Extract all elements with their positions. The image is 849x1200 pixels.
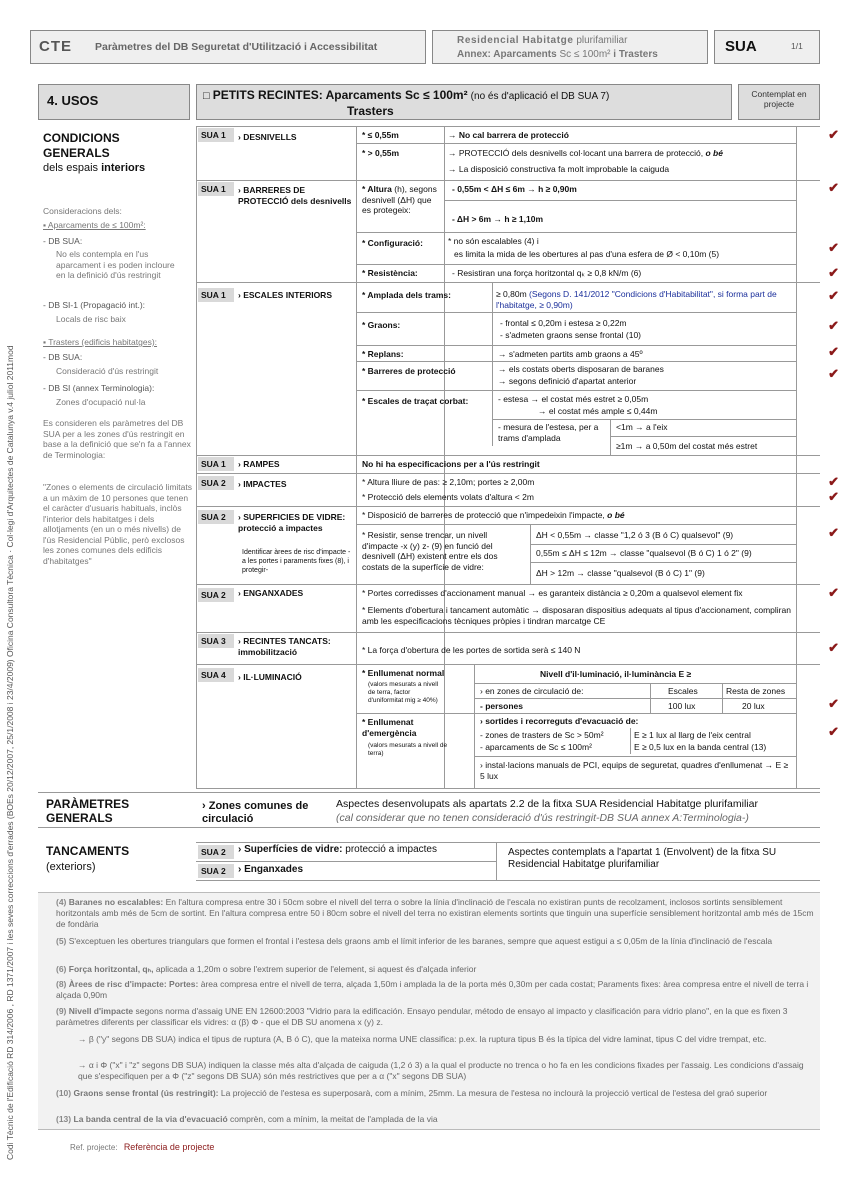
sidebar-legal-text: Codi Tècnic de l'Edificació RD 314/2006 , RD 1371/2007 i les seves correccions d'errades (BOEs 20/12/2007, 25/1/2008 i 23/4/2009) Oficina Consultora Tècnica · Col·legi d'Arquitectes de Catalunya v.4 juliol 2011mod <box>5 345 15 1160</box>
emergencia-note: (valors mesurats a nivell de terra) <box>368 742 448 757</box>
check-icon[interactable]: ✔ <box>828 489 839 504</box>
check-icon[interactable]: ✔ <box>828 240 839 255</box>
barreres-label: * Barreres de protecció <box>362 366 456 376</box>
usos-title-a: PETITS RECINTES: Aparcaments Sc ≤ 100m² <box>212 88 468 102</box>
header-title: Paràmetres del DB Seguretat d'Utilització i Accessibilitat <box>95 41 378 53</box>
replans-text: → s'admeten partits amb graons a 45º <box>498 349 643 359</box>
header-middle <box>432 30 708 64</box>
subtitle2-c: i Trasters <box>613 49 658 60</box>
check-icon[interactable]: ✔ <box>828 318 839 333</box>
graons-2: - s'admeten graons sense frontal (10) <box>500 330 642 340</box>
sua-badge: SUA 4 <box>198 668 234 682</box>
config-2: es limita la mida de les obertures al pas d'una esfera de Ø < 0,10m (5) <box>454 249 720 259</box>
check-icon[interactable]: ✔ <box>828 724 839 739</box>
replans-label: * Replans: <box>362 349 404 359</box>
vidre-v2: 0,55m ≤ ΔH ≤ 12m → classe "qualsevol (B ó C) 1 ó 2" (9) <box>536 548 752 558</box>
sua-badge: SUA 2 <box>198 476 234 490</box>
altura-label: * Altura (h), segons desnivell (ΔH) que es protegeix: <box>362 184 437 215</box>
e-1lux: E ≥ 1 lux al llarg de l'eix central <box>634 730 751 740</box>
usos-title-box <box>196 84 732 120</box>
header-code: SUA <box>725 38 757 55</box>
aparcaments-sc: - aparcaments de Sc ≤ 100m² <box>480 742 592 752</box>
cte-label: CTE <box>39 38 72 55</box>
check-icon[interactable]: ✔ <box>828 180 839 195</box>
zones-comunes: › Zones comunes de circulació <box>202 800 309 825</box>
row-title-recintes: › RECINTES TANCATS: immobilització <box>238 636 331 657</box>
graons-1: - frontal ≤ 0,20m i estesa ≥ 0,22m <box>500 318 627 328</box>
usos-heading-box <box>38 84 190 120</box>
trasters-label: ▪ Trasters (edificis habitatges): <box>43 337 158 347</box>
subtitle2-a: Annex: Aparcaments <box>457 49 557 60</box>
quote-text: "Zones o elements de circulació limitats a un màxim de 10 persones que tenen el caràcter d'usuaris habituals, inclòs l'interior dels habitatges i dels allotjaments (en un o més nivells) de l'ús Residencial Públic, però exclosos les zones comunes dels edificis d'habitatges" <box>43 482 192 566</box>
tancaments-heading: TANCAMENTS <box>46 844 130 858</box>
desnivell-res-1: → No cal barrera de protecció <box>448 130 569 140</box>
row-title-illuminacio: › IL·LUMINACIÓ <box>238 672 302 682</box>
sua-badge: SUA 2 <box>198 588 234 602</box>
parametres-text1: Aspectes desenvolupats als apartats 2.2 de la fitxa SUA Residencial Habitatge plurifamiliar <box>336 798 758 810</box>
tancaments-text: Aspectes contemplats a l'apartat 1 (Envolvent) de la fitxa SU Residencial Habitatge plurifamiliar <box>508 847 777 870</box>
corbat-4: <1m → a l'eix <box>616 422 668 432</box>
check-icon[interactable]: ✔ <box>828 265 839 280</box>
contemplat-box <box>738 84 820 120</box>
corbat-label: * Escales de traçat corbat: <box>362 396 469 406</box>
sub-b: interiors <box>101 162 146 174</box>
e-05lux: E ≥ 0,5 lux en la banda central (13) <box>634 742 767 752</box>
row-title-enganxades: › ENGANXADES <box>238 588 304 598</box>
vidre-1: * Disposició de barreres de protecció que n'impedeixin l'impacte, o bé <box>362 510 625 520</box>
dbsua-label: - DB SUA: <box>43 236 83 246</box>
dbsi-text: Locals de risc baix <box>56 314 126 324</box>
note-5: (5) S'exceptuen les obertures triangulars que formen el frontal i l'estesa dels graons amb el límit inferior de les baranes, sempre que aquest estigui a ≤ 0,05m de la línia d'inclinació de l'escala <box>56 936 773 946</box>
enganxades-1: * Portes corredisses d'accionament manual → es garanteix distància ≥ 0,20m a qualsevol element fix <box>362 588 743 598</box>
usos-checkbox[interactable]: □ <box>203 90 210 102</box>
aparcaments-label: ▪ Aparcaments de ≤ 100m²: <box>43 220 146 230</box>
amplada-text: ≥ 0,80m (Segons D. 141/2012 "Condicions d'Habitabilitat", si forma part de l'habitatge, ≥ 0,90m) <box>496 289 777 310</box>
escales-label: Escales <box>668 686 698 696</box>
check-icon[interactable]: ✔ <box>828 288 839 303</box>
note-10: (10) Graons sense frontal (ús restringit): La projecció de l'estesa es superposarà, com a mínim, 25mm. La mesura de l'estesa no inclourà la projecció vertical de l'estesa del graó superior <box>56 1088 768 1098</box>
dbsi-label: - DB SI-1 (Propagació int.): <box>43 300 146 310</box>
parametres-heading: PARÀMETRES GENERALS <box>46 797 130 825</box>
subtitle2-b: Sc ≤ 100m² <box>559 49 611 60</box>
dbsua2-label: - DB SUA: <box>43 352 83 362</box>
consider-text: Es consideren els paràmetres del DB SUA per a les zones d'ús restringit en base a la definició que se'n fa a l'annex de Terminologia: <box>43 418 191 460</box>
enllumenat-label: * Enllumenat normal <box>362 668 445 678</box>
check-icon[interactable]: ✔ <box>828 525 839 540</box>
subtitle1-a: Residencial Habitatge <box>457 35 574 46</box>
row-title-escales: › ESCALES INTERIORS <box>238 290 332 300</box>
note-4: (4) Baranes no escalables: En l'altura compresa entre 30 i 50cm sobre el nivell del terra o sobre la línia d'inclinació de l'escala no existiran punts de recolzament, inclosos sortints sensiblement horitzontals amb més de 5cm de sortint. En l'altura compresa entre 50 i 80cm sobre el nivell del terra no existiran elements sortints que tinguin una superfície sensiblement horitzontal amb més de 15cm de fondària <box>56 897 814 929</box>
consideracions: Consideracions dels: <box>43 206 122 216</box>
check-icon[interactable]: ✔ <box>828 585 839 600</box>
condicions-sub <box>43 162 145 174</box>
sortides-label: › sortides i recorreguts d'evacuació de: <box>480 716 639 726</box>
sub-a: dels espais <box>43 162 99 174</box>
enllumenat-note: (valors mesurats a nivell de terra, factor d'uniformitat mig ≥ 40%) <box>368 681 439 704</box>
parametres-text2: (cal considerar que no tenen consideració d'ús restringit-DB SUA annex A:Terminologia-) <box>336 812 749 824</box>
condicions-heading: CONDICIONS GENERALS <box>43 131 120 160</box>
check-icon[interactable]: ✔ <box>828 474 839 489</box>
resist-text: - Resistiran una força horitzontal qₖ ≥ 0,8 kN/m (6) <box>452 268 642 278</box>
row-title-rampes: › RAMPES <box>238 459 280 469</box>
impactes-1: * Altura lliure de pas: ≥ 2,10m; portes ≥ 2,00m <box>362 477 535 487</box>
resta-label: Resta de zones <box>726 686 786 696</box>
corbat-5: ≥1m → a 0,50m del costat més estret <box>616 441 758 451</box>
sua-badge: SUA 2 <box>198 510 234 524</box>
pci-text: › instal·lacions manuals de PCI, equips de seguretat, quadres d'enllumenat → E ≥ 5 lux <box>480 760 789 781</box>
vidre-v1: ΔH < 0,55m → classe "1,2 ó 3 (B ó C) qualsevol" (9) <box>536 530 734 540</box>
header-right <box>714 30 820 64</box>
check-icon[interactable]: ✔ <box>828 696 839 711</box>
resist-label: * Resistència: <box>362 268 418 278</box>
note-8: (8) Àrees de risc d'impacte: Portes: àrea compresa entre el nivell de terra, alçada 1,50m i amplada la de la porta més 0,30m per cada costat; Paraments fixes: àrea compresa entre el nivell de terra i alçada 0,90m <box>56 979 809 1000</box>
rampes-text: No hi ha especificacions per a l'ús restringit <box>362 459 540 469</box>
zones-circulacio: › en zones de circulació de: <box>480 686 584 696</box>
note-9: (9) Nivell d'impacte segons norma d'assaig UNE EN 12600:2003 "Vidrio para la edificación. Ensayo pendular, método de ensayo al impacto y clasificación para vidrio plano", en la que es fixen 3 paràmetres diferents per classificar els vidres: α (β) Φ - que el DB SU anomena x (y) z. <box>56 1006 788 1027</box>
persones-label: - persones <box>480 701 523 711</box>
row-title-impactes: › IMPACTES <box>238 479 287 489</box>
vidre-v3: ΔH > 12m → classe "qualsevol (B ó C) 1" (9) <box>536 568 705 578</box>
corbat-2: → el costat més ample ≤ 0,44m <box>538 406 658 416</box>
contemplat-label: Contemplat en projecte <box>751 89 807 109</box>
config-1: * no són escalables (4) i <box>448 236 539 246</box>
enganxades-2: * Elements d'obertura i tancament automàtic → disposaran dispositius adequats al tipus d'accionament, compliran amb les especificacions tècniques pròpies i tindran marcatge CE <box>362 605 791 626</box>
vidre-2: * Resistir, sense trencar, un nivell d'impacte -x (y) z- (9) en funció del desnivell (ΔH) existent entre els dos costats de la superfície de vidre: <box>362 530 498 572</box>
barreres-2: → segons definició d'apartat anterior <box>498 376 637 386</box>
graons-label: * Graons: <box>362 320 401 330</box>
usos-heading: 4. USOS <box>47 93 99 108</box>
subtitle1-b: plurifamiliar <box>576 35 628 46</box>
vidre-note: Identificar àrees de risc d'impacte - a les portes i paraments fixes (8), i protegir- <box>242 549 351 574</box>
tancaments-sub: (exteriors) <box>46 861 96 873</box>
check-icon[interactable]: ✔ <box>828 127 839 142</box>
note-9-beta: → β ("y" segons DB SUA) indica el tipus de ruptura (A, B ó C), que la mateixa norma UNE classifica: p.ex. la ruptura tipus B és la típica del vidre laminat, tipus C del vidre trempat, etc. <box>78 1034 767 1044</box>
sua-badge: SUA 3 <box>198 634 234 648</box>
desnivell-res-3: → La disposició constructiva fa molt improbable la caiguda <box>448 164 670 174</box>
page-number: 1/1 <box>791 41 803 51</box>
desnivell-res-2: → PROTECCIÓ dels desnivells col·locant una barrera de protecció, o bé <box>448 148 723 158</box>
usos-title-b: (no és d'aplicació el DB SUA 7) <box>470 91 610 102</box>
tancaments-enganxades: › Enganxades <box>238 864 304 875</box>
row-title-desnivells: › DESNIVELLS <box>238 132 297 142</box>
dbsua2-text: Consideració d'ús restringit <box>56 366 159 376</box>
row-title-barreres: › BARRERES DE PROTECCIÓ dels desnivells <box>238 185 352 206</box>
lux-100: 100 lux <box>668 701 696 711</box>
recintes-1: * La força d'obertura de les portes de sortida serà ≤ 140 N <box>362 645 581 655</box>
altura-2: - ΔH > 6m → h ≥ 1,10m <box>452 214 544 224</box>
lux-20: 20 lux <box>742 701 765 711</box>
zones-trasters: - zones de trasters de Sc > 50m² <box>480 730 604 740</box>
dbsua-text: No els contempla en l'us aparcament i es poden incloure en la definició d'ús restringit <box>56 249 175 280</box>
check-icon[interactable]: ✔ <box>828 640 839 655</box>
note-9-alpha: → α i Φ ("x" i "z" segons DB SUA) indiquen la classe més alta d'alçada de caiguda (1,2 ó 3) a la qual el producte no trenca o ho fa en les condicions fixades per l'assaig. Les condicions d'assaig que s'especifiquen per a Φ ("z" segons DB SUA) són més restrictives que per a α ("x" segons DB SUA) <box>78 1060 804 1081</box>
corbat-3: - mesura de l'estesa, per a trams d'amplada <box>498 422 599 443</box>
dbsi2-label: - DB SI (annex Terminologia): <box>43 383 155 393</box>
check-icon[interactable]: ✔ <box>828 366 839 381</box>
desnivell-cond-2: * > 0,55m <box>362 148 400 158</box>
check-icon[interactable]: ✔ <box>828 344 839 359</box>
sua-badge: SUA 1 <box>198 128 234 142</box>
sua-badge: SUA 2 <box>198 845 234 859</box>
sua-badge: SUA 1 <box>198 457 234 471</box>
nivell-label: Nivell d'il·luminació, il·luminància E ≥ <box>540 669 692 679</box>
desnivell-cond-1: * ≤ 0,55m <box>362 130 399 140</box>
project-reference[interactable]: Referència de projecte <box>123 1142 215 1152</box>
usos-title-c: Trasters <box>347 104 394 118</box>
row-title-vidre: › SUPERFICIES DE VIDRE: protecció a impactes <box>238 512 346 533</box>
sua-badge: SUA 1 <box>198 288 234 302</box>
altura-1: - 0,55m < ΔH ≤ 6m → h ≥ 0,90m <box>452 184 577 194</box>
sua-badge: SUA 1 <box>198 182 234 196</box>
note-13: (13) La banda central de la via d'evacuació comprèn, com a mínim, la meitat de l'amplada de la via <box>56 1114 438 1124</box>
config-label: * Configuració: <box>362 238 423 248</box>
sua-badge: SUA 2 <box>198 864 234 878</box>
impactes-2: * Protecció dels elements volats d'altura < 2m <box>362 492 534 502</box>
dbsi2-text: Zones d'ocupació nul·la <box>56 397 146 407</box>
barreres-1: → els costats oberts disposaran de baranes <box>498 364 664 374</box>
tancaments-vidre: › Superfícies de vidre: protecció a impactes <box>238 844 437 855</box>
amplada-label: * Amplada dels trams: <box>362 290 451 300</box>
header-left <box>30 30 426 64</box>
note-6: (6) Força horitzontal, qₕ, aplicada a 1,20m o sobre l'extrem superior de l'element, si aquest és d'alçada inferior <box>56 964 477 974</box>
emergencia-label: * Enllumenat d'emergència <box>362 717 417 738</box>
footer-ref: Ref. projecte: Referència de projecte <box>70 1142 215 1152</box>
corbat-1: - estesa → el costat més estret ≥ 0,05m <box>498 394 649 404</box>
